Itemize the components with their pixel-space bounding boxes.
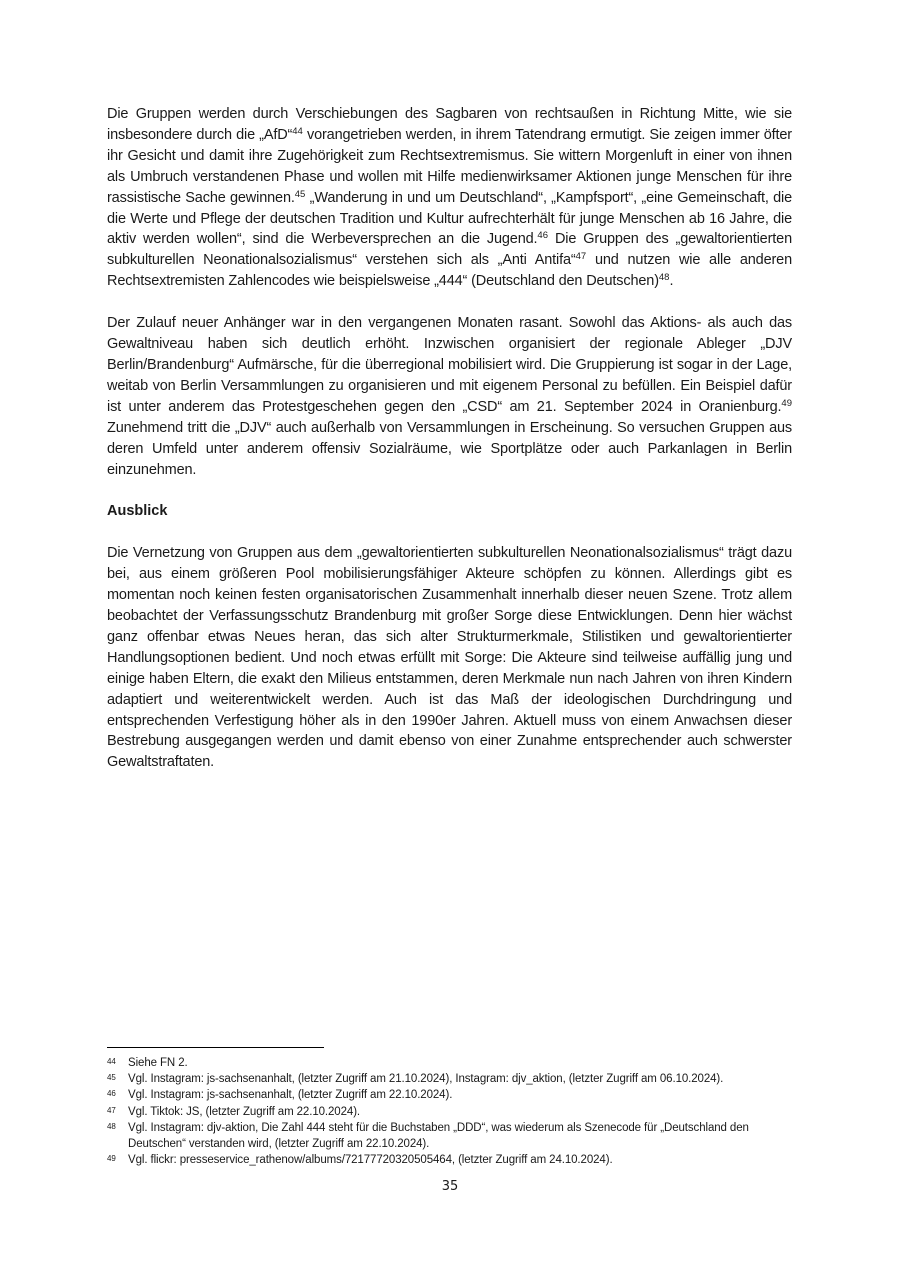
footnote-text: Vgl. flickr: presseservice_rathenow/albums/72177720320505464, (letzter Zugriff am 24.10.2024). xyxy=(128,1154,613,1167)
paragraph-2: Der Zulauf neuer Anhänger war in den vergangenen Monaten rasant. Sowohl das Aktions- als auch das Gewaltniveau haben sich deutlich erhöht. Inzwischen organisiert der regionale Ableger „DJV Berlin/Brandenburg“ Aufmärsche, für die überregional mobilisiert wird. Die Gruppierung ist sogar in der Lage, weitab von Berlin Versammlungen zu organisieren und mit eigenem Personal zu befüllen. Ein Beispiel dafür ist unter anderem das Protestgeschehen gegen den „CSD“ am 21. September 2024 in Oranienburg.$^{49}$ Zunehmend tritt die „DJV“ auch außerhalb von Versammlungen in Erscheinung. So versuchen Gruppen aus deren Umfeld unter anderem offensiv Sozialräume, wie Sportplätze oder auch Parkanlagen in Berlin einzunehmen. xyxy=(107,315,792,478)
footnote-separator xyxy=(107,1047,324,1048)
footnote xyxy=(107,1152,792,1168)
footnote xyxy=(107,1120,792,1152)
footnote-number: 44 xyxy=(107,1057,116,1066)
footnote-ref-48[interactable]: 48 xyxy=(658,272,670,284)
footnote-number: 46 xyxy=(107,1089,116,1099)
footnote xyxy=(107,1104,792,1120)
footnote-ref-45[interactable]: 45 xyxy=(294,188,306,200)
footnote xyxy=(107,1055,792,1071)
footnote-text: Siehe FN 2. xyxy=(128,1057,188,1069)
page-number: 35 xyxy=(441,1179,459,1194)
footnote xyxy=(107,1087,792,1103)
footnote-number: 47 xyxy=(107,1105,116,1115)
footnote-text: Vgl. Instagram: js-sachsenanhalt, (letzter Zugriff am 22.10.2024). xyxy=(128,1089,453,1102)
footnote-number: 48 xyxy=(107,1121,116,1131)
footnote-number: 45 xyxy=(107,1073,116,1083)
body-text xyxy=(107,104,792,773)
paragraph-3: Die Vernetzung von Gruppen aus dem „gewaltorientierten subkulturellen Neonationalsozialismus“ trägt dazu bei, aus einem größeren Pool mobilisierungsfähiger Akteure schöpfen zu können. Allerdings gibt es momentan noch keinen festen organisatorischen Zusammenhalt innerhalb dieser neuen Szene. Trotz allem beobachtet der Verfassungsschutz Brandenburg mit großer Sorge diese Entwicklungen. Denn hier wächst ganz offenbar etwas Neues heran, das sich alter Strukturmerkmale, Stilistiken und gewaltorientierter Handlungsoptionen bedient. Und noch etwas erfüllt mit Sorge: Die Akteure sind teilweise auffällig jung und einige haben Eltern, die exakt den Milieus entstammen, deren Merkmale nun nach Jahren von ihren Kindern adaptiert und weiterentwickelt werden. Auch ist das Maß der ideologischen Durchdringung und entsprechenden Verfestigung höher als in den 1990er Jahren. Aktuell muss von einem Anwachsen dieser Bestrebung ausgegangen werden und damit ebenso von einer Zunahme entsprechender auch schwerster Gewaltstraftaten. xyxy=(107,545,792,771)
footnote-text: Vgl. Instagram: js-sachsenanhalt, (letzter Zugriff am 21.10.2024), Instagram: djv_aktion, (letzter Zugriff am 06.10.2024). xyxy=(128,1073,724,1086)
footnote-number: 49 xyxy=(107,1154,116,1164)
footnote-ref-46[interactable]: 46 xyxy=(537,230,548,242)
footnote-text: Vgl. Tiktok: JS, (letzter Zugriff am 22.10.2024). xyxy=(128,1105,361,1118)
section-heading: Ausblick xyxy=(107,503,168,520)
footnotes xyxy=(107,1055,792,1168)
footnote-ref-47[interactable]: 47 xyxy=(575,251,587,263)
footnote xyxy=(107,1071,792,1087)
footnote-ref-49[interactable]: 49 xyxy=(781,397,792,409)
paragraph-1: Die Gruppen werden durch Verschiebungen des Sagbaren von rechtsaußen in Richtung Mitte, wie sie insbesondere durch die „AfD“$^{44}$ vorangetrieben werden, in ihrem Tatendrang ermutigt. Sie zeigen immer öfter ihr Gesicht und damit ihre Zugehörigkeit zum Rechtsextremismus. Sie wittern Morgenluft in einer von ihnen als Umbruch verstandenen Phase und wollen mit Hilfe medienwirksamer Aktionen junge Menschen für ihre rassistische Sache gewinnen.$^{45}$ „Wanderung in und um Deutschland“, „Kampfsport“, „eine Gemeinschaft, die die Werte und Pflege der deutschen Tradition und Kultur aufrechterhält für junge Menschen ab 16 Jahre, die aktiv werden wollen“, sind die Werbeversprechen an die Jugend.$^{46}$ Die Gruppen des „gewaltorientierten subkulturellen Neonationalsozialismus“ verstehen sich als „Anti Antifa“$^{47}$ und nutzen wie alle anderen Rechtsextremisten Zahlencodes wie beispielsweise „444“ (Deutschland den Deutschen)$^{48}$. xyxy=(107,106,792,290)
footnote-text: Vgl. Instagram: djv-aktion, Die Zahl 444 steht für die Buchstaben „DDD“, was wiederum als Szenecode für „Deutschland den Deutschen“ verstanden wird, (letzter Zugriff am 22.10.2024). xyxy=(128,1121,749,1151)
footnote-ref-44[interactable]: 44 xyxy=(292,125,303,137)
